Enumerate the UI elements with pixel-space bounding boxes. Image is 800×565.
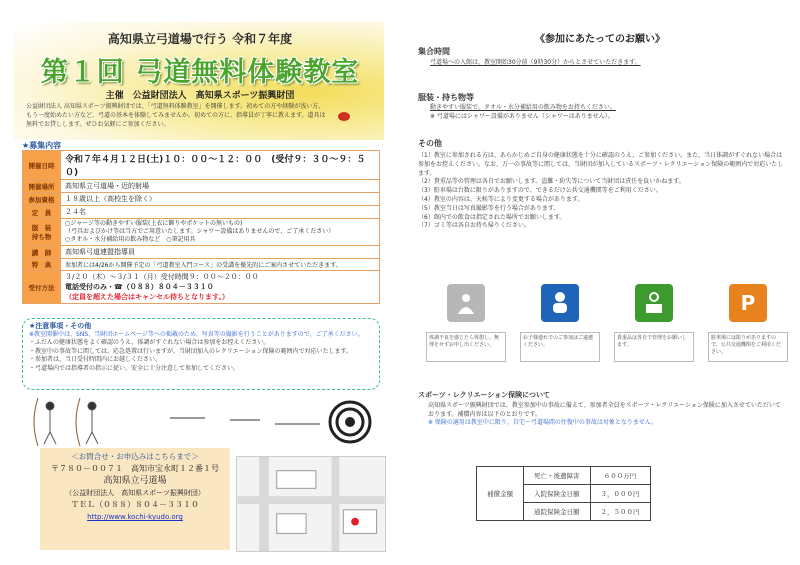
row-label: 定 員 bbox=[23, 206, 61, 219]
section-text bbox=[430, 58, 782, 67]
row-value: 高知県弓道連盟指導員 bbox=[61, 246, 380, 259]
fee-label: 補償金額 bbox=[477, 467, 524, 521]
clothing-text: 動きやすい服装で、タオル・水分補給用の飲み物をお持ちください。 bbox=[430, 104, 616, 111]
contact-tel: ＴＥＬ（０８８）８０４－３３１０ bbox=[71, 500, 199, 509]
pictogram-card bbox=[614, 284, 694, 362]
pictogram-caption: 貴重品は各自で管理をお願いします。 bbox=[614, 332, 694, 362]
table-row bbox=[23, 259, 380, 271]
list-item: （5）教室当日は写真撮影等を行う場合があります。 bbox=[418, 204, 560, 212]
row-value: １８歳以上（高校生を除く） bbox=[61, 193, 380, 206]
insurance-text bbox=[428, 402, 784, 428]
table-row bbox=[23, 206, 380, 219]
pictogram-card bbox=[520, 284, 600, 362]
list-item: （6）館内での飲食は指定された場所でお願いします。 bbox=[418, 213, 566, 221]
insurance-heading: スポーツ・レクリエーション保険について bbox=[418, 391, 551, 399]
fee-amount: ３，０００円 bbox=[590, 485, 650, 503]
notice-line: ・弓道場内では指導者の指示に従い、安全に十分注意して参加してください。 bbox=[29, 364, 240, 372]
notice-line: ・参加者は、当日受付時間内にお越しください。 bbox=[29, 356, 162, 363]
flyer-title: 第１回 弓道無料体験教室 bbox=[40, 57, 360, 88]
fee-name: 死亡・後遺障害 bbox=[524, 467, 591, 485]
table-row bbox=[477, 467, 651, 485]
row-value: 高知県立弓道場・近的射場 bbox=[61, 180, 380, 193]
row-value: 令和７年４月１２日(土)１０：００～１２：００ (受付９：３０～９：５０) bbox=[61, 151, 380, 180]
list-item: （3）駐車場は台数に限りがありますので、できるだけ公共交通機関等をご利用ください。 bbox=[418, 187, 662, 195]
section-heading: 集合時間 bbox=[418, 47, 450, 56]
contact-org: （公益財団法人 高知県スポーツ振興財団） bbox=[65, 489, 205, 497]
row-label: 受付方法 bbox=[23, 271, 61, 304]
notice-box bbox=[22, 318, 380, 390]
fee-amount: ２，５００円 bbox=[590, 503, 650, 521]
contact-postal: 〒７８０－００７１ 高知市宝永町１２番１号 bbox=[51, 464, 219, 473]
list-item: （1）教室に参加される方は、あらかじめご自身の健康状態を十分に確認のうえ、ご参加ください。また、当日体調がすぐれない場合は参加をお控えください。なお、万一の事故等に関しては、当財団が加入しているスポーツ・レクリエーション保険の範囲内で対応いたします。 bbox=[418, 152, 784, 177]
list-item: （7）ゴミ等は各自お持ち帰りください。 bbox=[418, 222, 530, 230]
intro-text: 公益財団法人 高知県スポーツ振興財団では、「弓道無料体験教室」を開催します。初めての方や経験が浅い方、もう一度始めたい方など、弓道の基本を体験してみませんか。初めての方に、指導員が丁寧に教えます。道具は無料でお貸しします。ぜひお気軽にご参加ください。 bbox=[26, 103, 326, 128]
row-value: 参加者には4/26から開催予定の「弓道教室入門コース」の受講を優先的にご案内させていただきます。 bbox=[61, 259, 380, 271]
table-row bbox=[23, 151, 380, 180]
fee-name: 通院保険金日額 bbox=[524, 503, 591, 521]
notice-title: ★注意事項・その他 bbox=[29, 322, 92, 330]
contact-box bbox=[40, 448, 230, 550]
flyer-subtitle: 高知県立弓道場で行う 令和７年度 bbox=[107, 32, 293, 46]
reception-phone-text: 電話受付のみ・☎（０８８）８０４－３３１０ bbox=[65, 283, 214, 291]
reception-phone bbox=[65, 282, 375, 302]
row-value: ２４名 bbox=[61, 206, 380, 219]
pictogram-caption: 体調不良を感じたら休憩し、無理をせずお申し出ください。 bbox=[426, 332, 506, 362]
guidelines-title: 《参加にあたってのお願い》 bbox=[535, 34, 665, 45]
pictogram-caption: お子様連れでのご参加はご遠慮ください。 bbox=[520, 332, 600, 362]
pictogram-card bbox=[708, 284, 788, 362]
row-value: ○ジャージ等の動きやすい服装(上衣に飾りやポケットの無いもの) （弓具およびかけ等は当方でご用意いたします。シャワー設備はありませんので、ご了承ください） ○タオル・水分補給用の飲み物など ○筆記用具 bbox=[61, 219, 380, 246]
table-row bbox=[23, 271, 380, 304]
insurance-table bbox=[476, 466, 651, 521]
parking-icon: P bbox=[729, 284, 767, 322]
notice-line: ・教室中の事故等に関しては、応急処置は行いますが、当財団加入のレクリエーション保険の範囲内で対応いたします。 bbox=[29, 347, 353, 355]
organizer: 主催 公益財団法人 高知県スポーツ振興財団 bbox=[105, 91, 295, 101]
row-value bbox=[61, 271, 380, 304]
contact-title: ＜お問合せ・お申込みはこちらまで＞ bbox=[71, 452, 199, 461]
fee-name: 入院保険金日額 bbox=[524, 485, 591, 503]
pictogram-caption: 駐車場には限りがありますので、公共交通機関をご利用ください。 bbox=[708, 332, 788, 362]
row-label: 服 装 持ち物 bbox=[23, 219, 61, 246]
table-row bbox=[23, 246, 380, 259]
section-heading: その他 bbox=[418, 139, 442, 148]
archer-figures bbox=[34, 398, 98, 446]
pictogram-row bbox=[426, 284, 786, 374]
section-heading: 服装・持ち物等 bbox=[418, 93, 474, 102]
arrows-icon bbox=[170, 418, 320, 424]
waitlist-note: （定員を超えた場合はキャンセル待ちとなります。） bbox=[65, 293, 229, 301]
location-map bbox=[236, 456, 386, 552]
reception-period: ３/２０（木）～３/３１（月）受付時間９：００～２０：００ bbox=[65, 273, 259, 281]
contact-url-link[interactable]: http://www.kochi-kyudo.org bbox=[87, 513, 183, 521]
valuables-icon bbox=[635, 284, 673, 322]
insurance-body: 高知県スポーツ振興財団では、教室参加中の事故に備えて、参加者全員をスポーツ・レクリエーション保険に加入させていただいております。補償内容は以下のとおりです。 bbox=[428, 402, 781, 418]
outline-table bbox=[22, 150, 380, 304]
list-item: （2）貴重品等の管理は各自でお願いします。盗難・紛失等について当財団は責任を負いかねます。 bbox=[418, 178, 685, 186]
clothing-note: ※ 弓道場にはシャワー設備がありません（シャワーはありません）。 bbox=[430, 113, 614, 120]
row-label: 特 典 bbox=[23, 259, 61, 271]
pictogram-card bbox=[426, 284, 506, 362]
table-row bbox=[23, 219, 380, 246]
notice-line: ・ふだんの健康状態をよく確認のうえ、体調がすぐれない場合は参加をお控えください。 bbox=[29, 339, 270, 346]
rest-icon bbox=[447, 284, 485, 322]
row-label: 講 師 bbox=[23, 246, 61, 259]
list-item: （4）教室の内容は、天候等により変更する場合があります。 bbox=[418, 195, 584, 203]
row-label: 開催場所 bbox=[23, 180, 61, 193]
row-label: 開催日時 bbox=[23, 151, 61, 180]
notice-line: ※教室開催中は、SNS、当財団ホームページ等への掲載のため、写真等の撮影を行うことがありますので、ご了承ください。 bbox=[29, 330, 364, 338]
outline-title: ★募集内容 bbox=[22, 141, 62, 150]
rules-list bbox=[418, 152, 786, 231]
archery-illustration bbox=[20, 398, 390, 446]
section-text bbox=[430, 103, 782, 121]
insurance-note: ※ 保険の適用は教室中に限り、自宅～弓道場間の往復中の事故は対象となりません。 bbox=[428, 419, 658, 426]
target-icon bbox=[330, 402, 370, 442]
table-row bbox=[23, 180, 380, 193]
table-row bbox=[23, 193, 380, 206]
contact-name: 高知県立弓道場 bbox=[103, 476, 167, 486]
baby-icon bbox=[541, 284, 579, 322]
assembly-text: 弓道場への入館は、教室開始30分前（9時30分）からとさせていただきます。 bbox=[430, 59, 641, 66]
ladybug-icon bbox=[338, 112, 350, 121]
fee-amount: ６００万円 bbox=[590, 467, 650, 485]
guidelines-page bbox=[400, 0, 800, 565]
row-label: 参加資格 bbox=[23, 193, 61, 206]
